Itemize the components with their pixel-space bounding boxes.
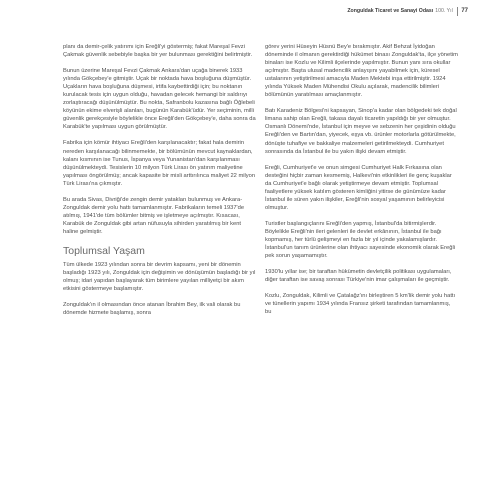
left-column [63,43,256,325]
paragraph: planı da demir-çelik yatırımı için Ereğli'yi göstermiş; fakat Mareşal Fevzi Çakmak güvenlik sebebiyle başka bir yer bulunması gerektiğini belirtmiştir. [63,44,253,59]
publication-subtitle: 100. Yıl [435,8,453,14]
section-heading: Toplumsal Yaşam [63,244,145,257]
paragraph: Ereğli, Cumhuriyet'e ve onun simgesi Cumhuriyet Halk Fırkasına olan desteğini hiçbir zaman kesmemiş, Halkevi'nin etkinlikleri ile genç kuşaklar da Cumhuriyet'e bağlı olarak yetiştirmeye devam etmiştir. Toplumsal faaliyetlere yüksek katılım gösteren kimliğini yitirse de günümüze kadar İstanbul ile süren yakın ilişkiler, Ereğli'nin sosyal yaşamının belirleyicisi olmuştur. [265,164,452,211]
right-column [265,43,458,324]
paragraph: Fabrika için kömür ihtiyacı Ereğli'den karşılanacaktır; fakat hala demirin nereden karşılanacağı bilinmemekte, bir bölümünün mevcut kaynaklardan, kalanı kısmının ise Tunus, İspanya veya Yunanistan'dan karşılanması düşünülmekteydi. Tesislerin 10 milyon Türk Lirası ön yatırım maliyetine yapılması öngörülmüş; ancak kapasite bir misli arttırılınca maliyet 22 milyon Türk Lirası'na çıkmıştır. [63,140,256,187]
paragraph: Turistler başlangıçlarını Ereğli'den yapmış, İstanbul'da bitirmişlerdir. Böylelikle Ereğli'nin ileri gelenleri ile devlet erkânının, İstanbul ile bağı kopmamış, her türlü gelişmeyi en fazla bir yıl içinde yakalamışlardır. İstanbul'un tanım ürünlerine olan ihtiyacı sayesinde ekonomik olarak Ereğli pek sorun yaşamamıştır. [265,220,455,260]
paragraph: 1930'lu yıllar ise; bir taraftan hükümetin devletçilik politikası uygulamaları, diğer taraftan ise savaş sonrası Türkiye'nin imar çalışmaları ile geçmiştir. [265,269,452,284]
paragraph: Bu arada Sivas, Divriği'de zengin demir yatakları bulunmuş ve Ankara-Zonguldak demir yolu hattı tamamlanmıştır. Fabrikaların temeli 1937'de atılmış, 1941'de tüm bölümler bitmiş ve işletmeye açılmıştır. Kısacası, Karabük de Zonguldak gibi artan nüfusuyla sihirden yaratılmış bir kent haline gelmiştir. [63,196,245,235]
page-number: 77 [461,8,468,14]
paragraph: Kozlu, Zonguldak, Kilimli ve Çatalağz'ını birleştiren 5 km'lik demir yolu hattı ve tünellerin yapımı 1934 yılında Fransız şirketi tarafından tamamlanmış, bu [265,293,456,316]
running-header [347,4,468,18]
paragraph: Tüm ülkede 1923 yılından sonra bir devrim kapsamı, yeni bir dönemin başladığı 1923 yılı, Zonguldak için değişimin ve dönüşümün başladığı bir yıl olmuş; idari yapıdan başlayarak tüm birimlere yayılan milliyetçi bir akım etkisini göstermeye başlamıştır. [63,261,256,293]
paragraph: görev yerini Hüseyin Hüsnü Bey'e bırakmıştır. Akif Behzat İyidoğan döneminde il olmanın gerektirdiği hükümet binası Zonguldak'ta, ilçe yönetim binaları ise Kozlu ve Kilimli ilçelerinde yapılmıştır. Bunun yanı sıra okullar açılmıştır. Başta ulusal madencilik anlayışını yayabilmek için, küresel ustalarının yetiştirilmesi amacıyla Maden Mektebi inşa ettirilmiştir. 1924 yılında Yüksek Maden Mühendisi Okulu açılarak, madencilik bilimleri bölümünün yaratılması amaçlanmıştır. [265,44,458,99]
publication-title: Zonguldak Ticaret ve Sanayi Odası [347,8,434,14]
header-divider [457,7,458,16]
paragraph: Batı Karadeniz Bölgesi'ni kapsayan, Sinop'a kadar olan bölgedeki tek doğal limana sahip olan Ereğli, takasa dayalı ticaretin yapıldığı bir yer olmuştur. Osmanlı Dönemi'nde, İstanbul için meyve ve sebzenin her çeşidinin olduğu Ereğli'den ve Bartın'dan, yiyecek, eşya vb. ürünler motorlarla götürülmekte, dönüşte tuhafiye ve bakkaliye malzemeleri getirilmekteydi. Cumhuriyet sonrasında da İstanbul ile bu yakın ilişki devam etmiştir. [265,108,457,155]
paragraph: Bunun üzerine Mareşal Fevzi Çakmak Ankara'dan uçağa binerek 1933 yılında Gökçebey'e gitmiştir. Uçak bir noktada hava boşluğuna düşmüştür. Uçakların hava boşluğuna düşmesi, irtifa kaybettirdiği için; bu noktanın kurulacak tesis için uygun olduğu, havadan gelecek hemangi bir saldırıyı zorlaştıracağı düşünülmüştür. Bu nokta, Safranbolu kazasına bağlı Öğlebeli köyünün ekime elverişli alanları, bugünün Karabük'üdür. Yer seçiminin, milli güvenlik gerekçesiyle böylelikle önce Ereğli'den Gökçebey'e, daha sonra da Karabük'te yapılması uygun görülmüştür. [63,68,256,131]
paragraph: Zonguldak'ın il olmasından önce atanan İbrahim Bey, ilk vali olarak bu dönemde hizmete başlamış, sonra [63,302,241,317]
